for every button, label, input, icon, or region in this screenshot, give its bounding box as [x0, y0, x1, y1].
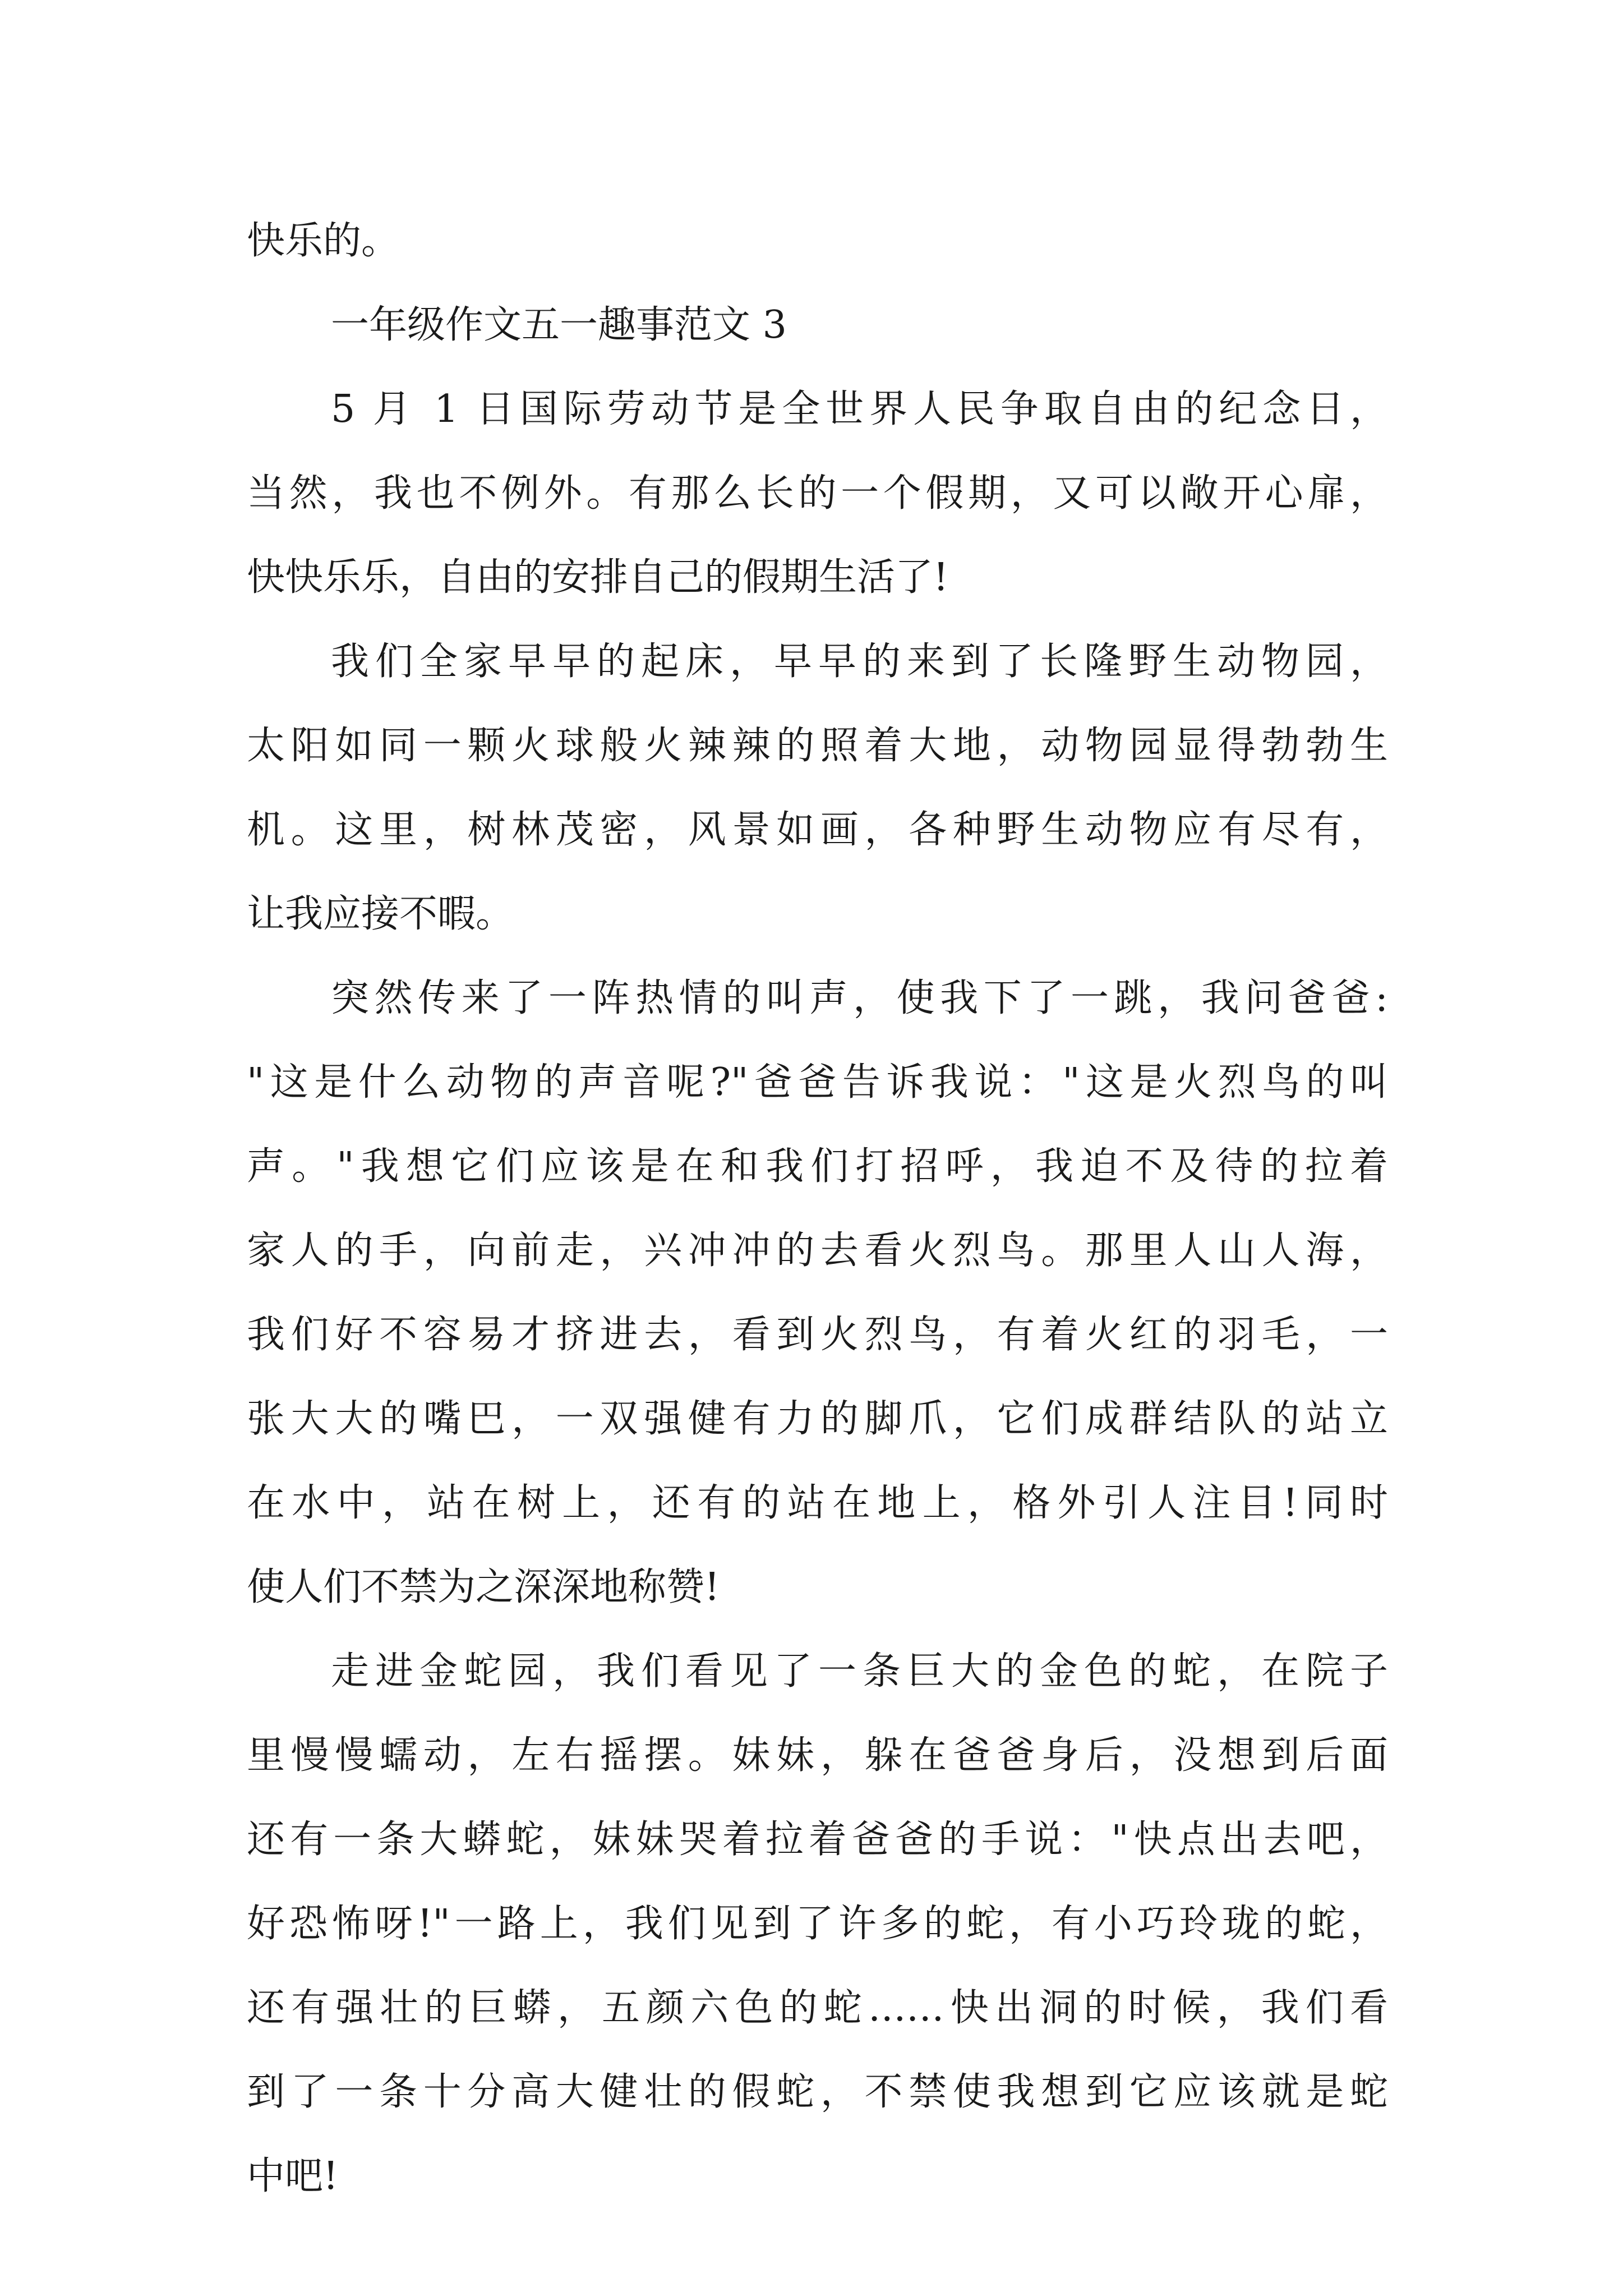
text-line: 到了一条十分高大健壮的假蛇，不禁使我想到它应该就是蛇: [247, 2070, 1388, 2114]
text-line: 声。"我想它们应该是在和我们打招呼，我迫不及待的拉着: [247, 1144, 1388, 1189]
text-line: 使人们不禁为之深深地称赞!: [247, 1565, 720, 1609]
text-line: 我们好不容易才挤进去，看到火烈鸟，有着火红的羽毛，一: [247, 1313, 1388, 1357]
text-line: 在水中，站在树上，还有的站在地上，格外引人注目!同时: [247, 1481, 1388, 1525]
text-line: 我们全家早早的起床，早早的来到了长隆野生动物园，: [331, 639, 1388, 684]
text-line: 快快乐乐，自由的安排自己的假期生活了!: [247, 555, 949, 600]
text-line: 5 月 1 日国际劳动节是全世界人民争取自由的纪念日，: [331, 387, 1388, 431]
text-line: 里慢慢蠕动，左右摇摆。妹妹，躲在爸爸身后，没想到后面: [247, 1733, 1388, 1778]
text-line: 家人的手，向前走，兴冲冲的去看火烈鸟。那里人山人海，: [247, 1228, 1388, 1273]
text-line: 走进金蛇园，我们看见了一条巨大的金色的蛇，在院子: [331, 1649, 1388, 1694]
text-line: 还有强壮的巨蟒，五颜六色的蛇……快出洞的时候，我们看: [247, 1986, 1388, 2030]
text-line: 还有一条大蟒蛇，妹妹哭着拉着爸爸的手说："快点出去吧，: [247, 1818, 1388, 1862]
text-line: 中吧!: [247, 2154, 339, 2198]
text-line: 好恐怖呀!"一路上，我们见到了许多的蛇，有小巧玲珑的蛇，: [247, 1902, 1388, 1946]
text-line: 太阳如同一颗火球般火辣辣的照着大地，动物园显得勃勃生: [247, 724, 1388, 768]
section-heading: 一年级作文五一趣事范文 3: [331, 303, 787, 347]
text-line: "这是什么动物的声音呢?"爸爸告诉我说："这是火烈鸟的叫: [247, 1060, 1388, 1105]
text-line: 突然传来了一阵热情的叫声，使我下了一跳，我问爸爸:: [331, 976, 1388, 1020]
text-line: 快乐的。: [247, 219, 400, 263]
text-line: 机。这里，树林茂密，风景如画，各种野生动物应有尽有，: [247, 808, 1388, 852]
text-line: 让我应接不暇。: [247, 892, 514, 936]
text-line: 张大大的嘴巴，一双强健有力的脚爪，它们成群结队的站立: [247, 1397, 1388, 1441]
text-line: 当然，我也不例外。有那么长的一个假期，又可以敞开心扉，: [247, 471, 1388, 516]
